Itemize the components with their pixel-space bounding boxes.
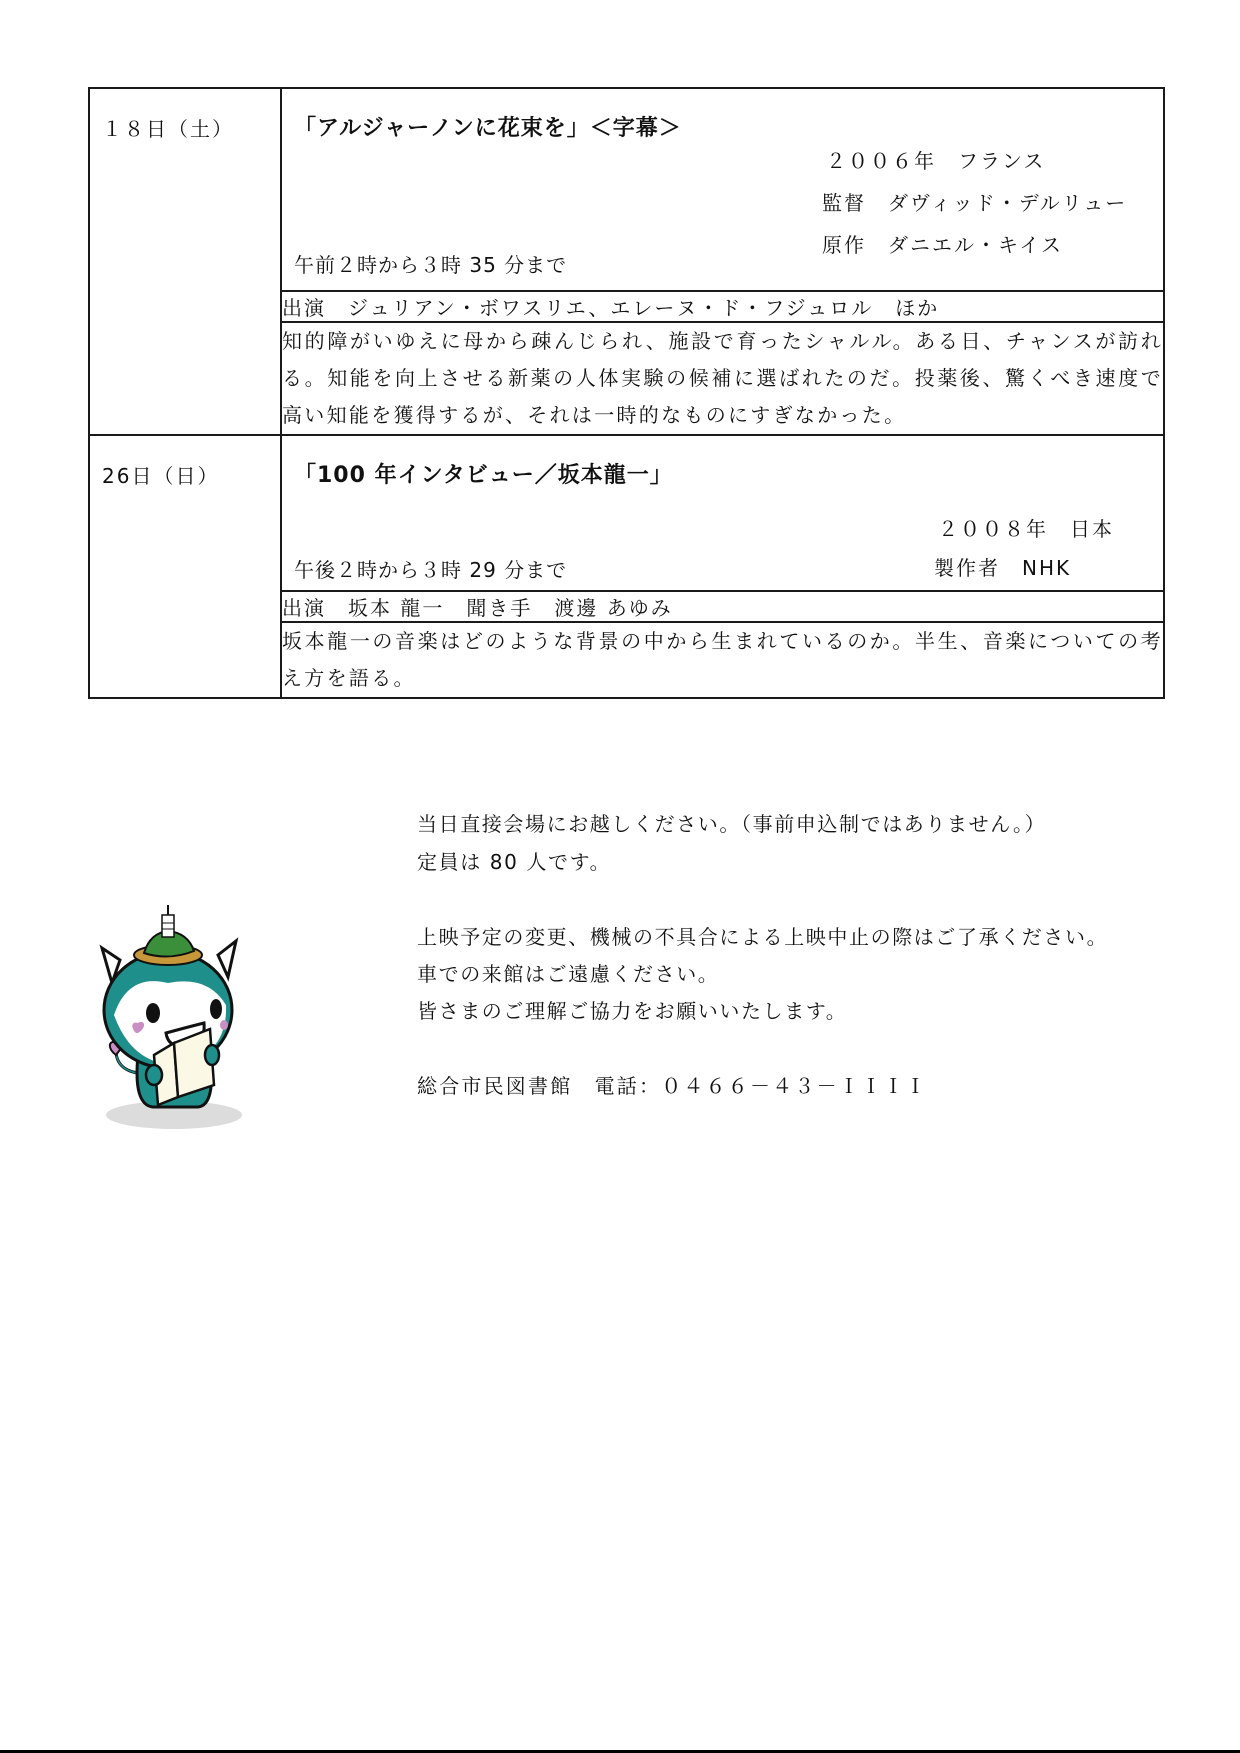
screening-date: 26日（日） — [89, 435, 281, 698]
contact-info: 総合市民図書館 電話：０４６６－４３－ＩＩＩＩ — [417, 1074, 928, 1098]
film-synopsis: 坂本龍一の音楽はどのような背景の中から生まれているのか。半生、音楽についての考え方を語る。 — [281, 622, 1164, 698]
film-original-author: 原作 ダニエル・キイス — [822, 233, 1063, 257]
film-year-country: ２００８年 日本 — [938, 517, 1114, 541]
mascot-illustration — [98, 905, 248, 1135]
film-cast: 出演 ジュリアン・ボワスリエ、エレーヌ・ド・フジュロル ほか — [281, 291, 1164, 322]
screening-time: 午前２時から３時 35 分まで — [294, 253, 568, 277]
film-meta — [934, 510, 1114, 588]
film-meta — [822, 140, 1127, 266]
screening-date: １８日（土） — [89, 88, 281, 435]
screening-schedule-table — [88, 87, 1165, 699]
film-producer: 製作者 NHK — [934, 556, 1072, 580]
film-title: 「アルジャーノンに花束を」＜字幕＞ — [294, 116, 682, 141]
film-synopsis: 知的障がいゆえに母から疎んじられ、施設で育ったシャルル。ある日、チャンスが訪れる。知能を向上させる新薬の人体実験の候補に選ばれたのだ。投薬後、驚くべき速度で高い知能を獲得するが、それは一時的なものにすぎなかった。 — [281, 322, 1164, 435]
tower-icon — [162, 915, 174, 937]
notice-schedule-change: 上映予定の変更、機械の不具合による上映中止の際はご了承ください。 — [417, 925, 1109, 949]
notice-thanks: 皆さまのご理解ご協力をお願いいたします。 — [417, 999, 848, 1023]
film-director: 監督 ダヴィッド・デルリュー — [822, 191, 1128, 215]
screening-time: 午後２時から３時 29 分まで — [294, 558, 568, 582]
notice-capacity: 定員は 80 人です。 — [417, 850, 612, 874]
notice-no-cars: 車での来館はご遠慮ください。 — [417, 962, 720, 986]
film-cast: 出演 坂本 龍一 聞き手 渡邊 あゆみ — [281, 591, 1164, 622]
film-header-cell — [281, 88, 1164, 291]
film-header-cell — [281, 435, 1164, 591]
notice-walk-in: 当日直接会場にお越しください。（事前申込制ではありません。） — [417, 812, 1047, 836]
film-year-country: ２００６年 フランス — [826, 149, 1046, 173]
film-title: 「100 年インタビュー／坂本龍一」 — [294, 463, 673, 488]
